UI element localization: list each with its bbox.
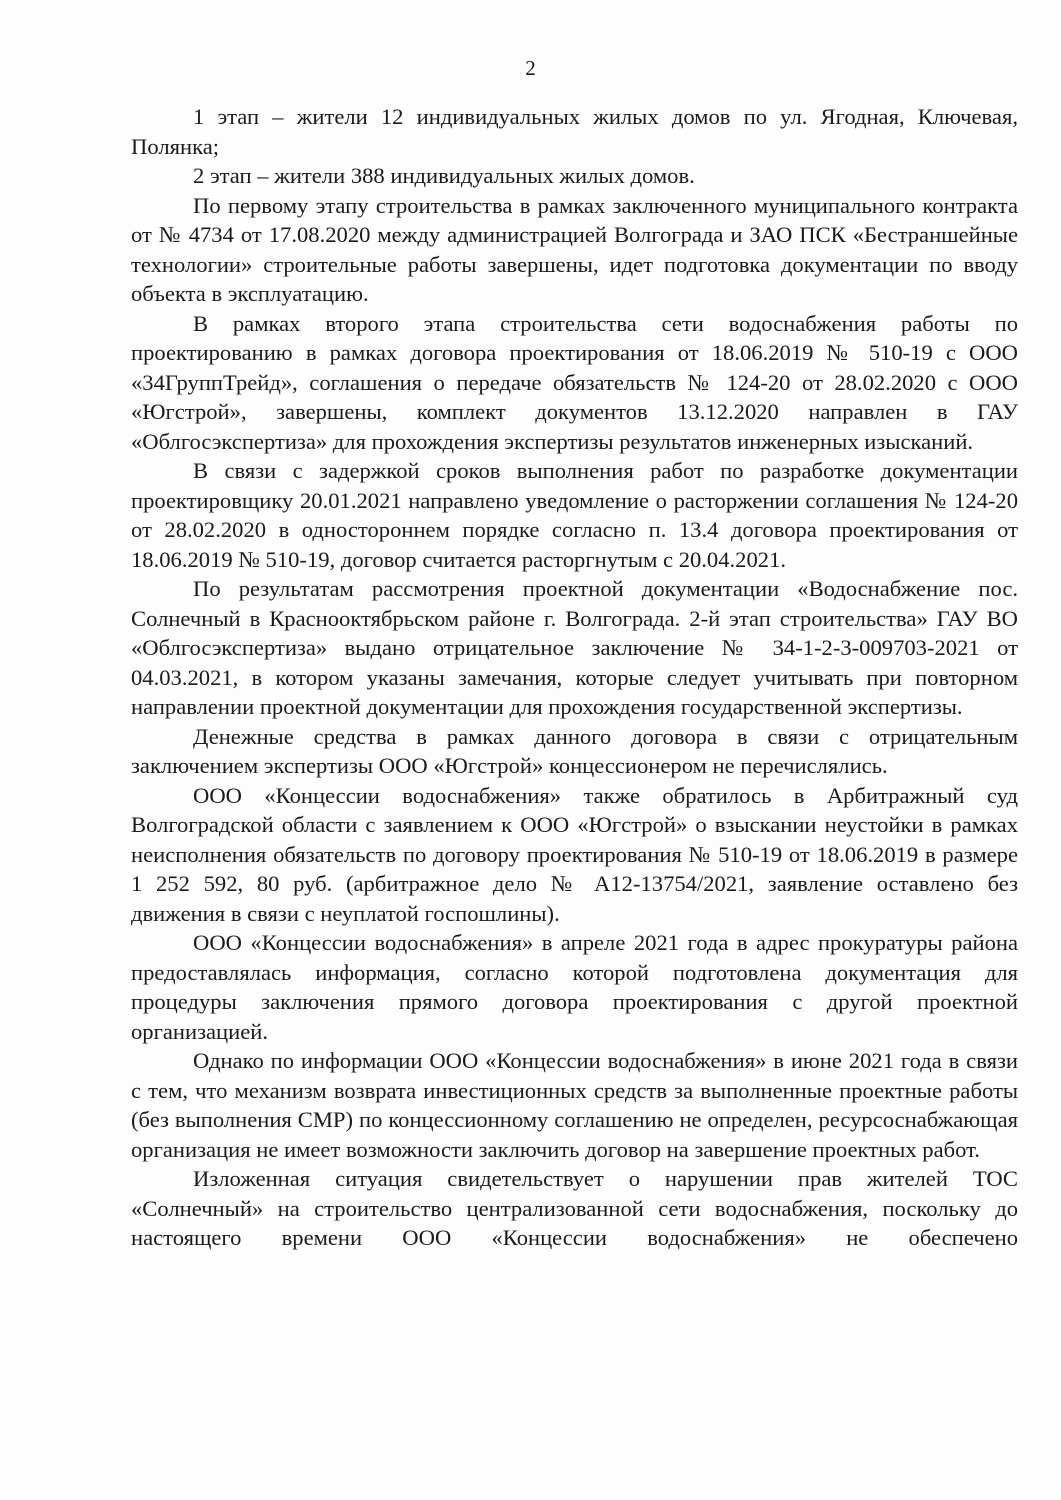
paragraph-june-info: Однако по информации ООО «Концессии водоснабжения» в июне 2021 года в связи с тем, что механизм возврата инвестиционных средств за выполненные проектные работы (без выполнения СМР) по концессионному соглашению не определен, ресурсоснабжающая организация не имеет возможности заключить договор на завершение проектных работ. [131, 1048, 1018, 1162]
page-number: 2 [525, 56, 536, 80]
paragraph-stage-1: 1 этап – жители 12 индивидуальных жилых домов по ул. Ягодная, Ключевая, Полянка; [131, 104, 1018, 159]
paragraph-prosecutor-info: ООО «Концессии водоснабжения» в апреле 2021 года в адрес прокуратуры района предоставлялась информация, согласно которой подготовлена документация для процедуры заключения прямого договора проектирования с другой проектной организацией. [131, 930, 1018, 1044]
paragraph-second-stage-design: В рамках второго этапа строительства сети водоснабжения работы по проектированию в рамках договора проектирования от 18.06.2019 № 510-19 с ООО «34ГруппТрейд», соглашения о передаче обязательств № 124-20 от 28.02.2020 с ООО «Югстрой», завершены, комплект документов 13.12.2020 направлен в ГАУ «Облгосэкспертиза» для прохождения экспертизы результатов инженерных изысканий. [131, 310, 1018, 454]
paragraph-expertise-conclusion: По результатам рассмотрения проектной документации «Водоснабжение пос. Солнечный в Краснооктябрьском районе г. Волгограда. 2-й этап строительства» ГАУ ВО «Облгосэкспертиза» выдано отрицательное заключение № 34-1-2-3-009703-2021 от 04.03.2021, в котором указаны замечания, которые следует учитывать при повторном направлении проектной документации для прохождения государственной экспертизы. [131, 576, 1018, 719]
paragraph-funds: Денежные средства в рамках данного договора в связи с отрицательным заключением экспертизы ООО «Югстрой» концессионером не перечислялись. [131, 723, 1018, 778]
paragraph-arbitration: ООО «Концессии водоснабжения» также обратилось в Арбитражный суд Волгоградской области с заявлением к ООО «Югстрой» о взыскании неустойки в рамках неисполнения обязательств по договору проектирования № 510-19 от 18.06.2019 в размере 1 252 592, 80 руб. (арбитражное дело № А12-13754/2021, заявление оставлено без движения в связи с неуплатой госпошлины). [131, 782, 1018, 926]
paragraph-stage-2: 2 этап – жители 388 индивидуальных жилых домов. [193, 163, 695, 188]
document-body [131, 102, 1018, 1253]
paragraph-first-stage-construction: По первому этапу строительства в рамках заключенного муниципального контракта от № 4734 от 17.08.2020 между администрацией Волгограда и ЗАО ПСК «Бестраншейные технологии» строительные работы завершены, идет подготовка документации по вводу объекта в эксплуатацию. [131, 192, 1018, 306]
paragraph-violation: Изложенная ситуация свидетельствует о нарушении прав жителей ТОС «Солнечный» на строительство централизованной сети водоснабжения, поскольку до настоящего времени ООО «Концессии водоснабжения» не обеспечено [131, 1166, 1018, 1250]
paragraph-agreement-termination: В связи с задержкой сроков выполнения работ по разработке документации проектировщику 20.01.2021 направлено уведомление о расторжении соглашения № 124-20 от 28.02.2020 в одностороннем порядке согласно п. 13.4 договора проектирования от 18.06.2019 № 510-19, договор считается расторгнутым с 20.04.2021. [131, 458, 1018, 572]
